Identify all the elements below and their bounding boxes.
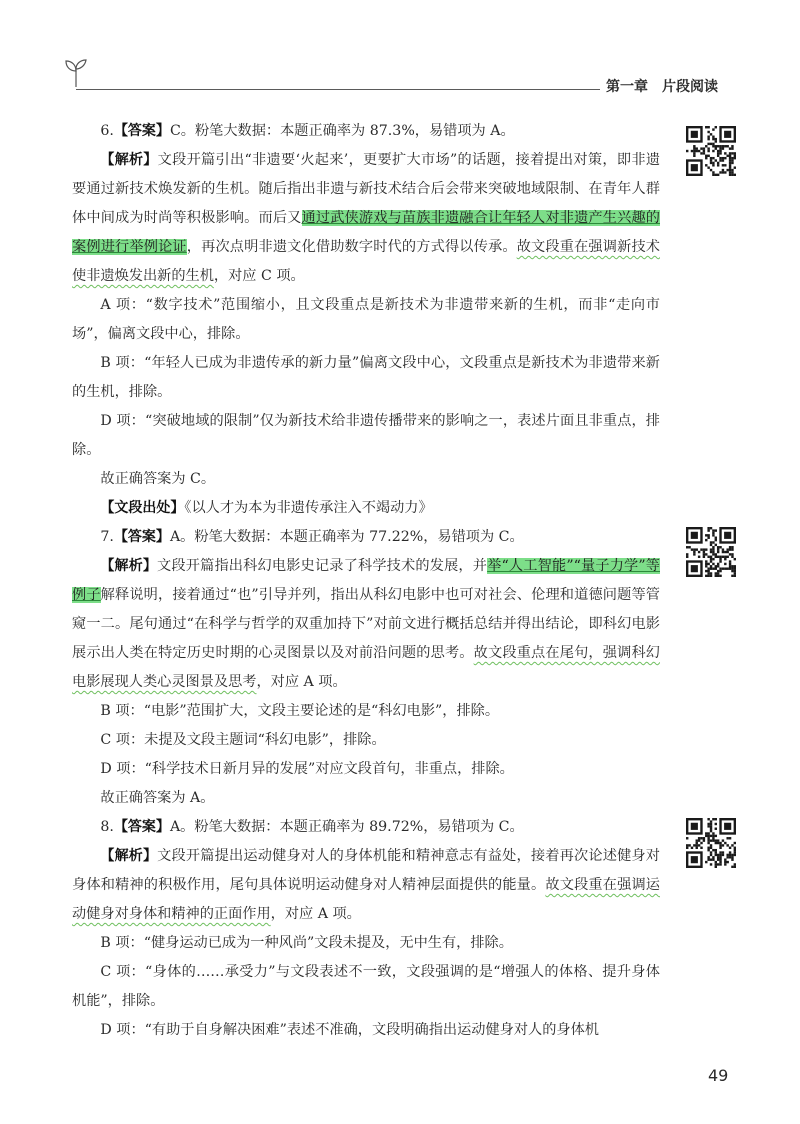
paragraph — [72, 697, 660, 726]
text-run: 故正确答案为 C。 — [100, 471, 216, 487]
section-tag: 【解析】 — [100, 558, 158, 574]
text-run: 文段开篇指出科幻电影史记录了科学技术的发展，并 — [157, 558, 488, 574]
section-title: 片段阅读 — [662, 79, 718, 95]
qr-code-icon[interactable] — [686, 126, 736, 176]
paragraph — [72, 465, 660, 494]
text-run: ，对应 A 项。 — [256, 674, 347, 690]
chapter-title — [606, 76, 732, 96]
paragraph — [72, 291, 660, 349]
text-run: D 项：“有助于自身解决困难”表述不准确，文段明确指出运动健身对人的身体机 — [100, 1022, 599, 1038]
text-run: 文段开篇引出“非遗要‘火起来’，更要扩大市场”的话题，接着提出对策，即非遗要通过新技术焕发新的生机。随后指出非遗与新技术结合后会带来突破地域限制、在青年人群体中间成为时尚等积极影响。而后又 — [72, 152, 661, 226]
text-run: C 项：未提及文段主题词“科幻电影”，排除。 — [100, 732, 386, 748]
paragraph — [72, 407, 660, 465]
paragraph — [72, 349, 660, 407]
text-run: B 项：“年轻人已成为非遗传承的新力量”偏离文段中心，文段重点是新技术为非遗带来新的生机，排除。 — [72, 355, 660, 400]
text-run: D 项：“突破地域的限制”仅为新技术给非遗传播带来的影响之一，表述片面且非重点，排除。 — [72, 413, 660, 458]
text-run: 7. — [100, 529, 114, 545]
text-run: ，对应 A 项。 — [270, 906, 361, 922]
paragraph — [72, 494, 660, 523]
key-sentence: 故文段重在强调新技术使非遗焕发出新的生机 — [72, 239, 660, 284]
text-run: A。粉笔大数据：本题正确率为 89.72%，易错项为 C。 — [169, 819, 524, 835]
page-header — [0, 0, 800, 100]
section-tag: 【答案】 — [113, 123, 170, 139]
text-run: B 项：“电影”范围扩大，文段主要论述的是“科幻电影”，排除。 — [100, 703, 500, 719]
leaf-icon — [64, 57, 88, 89]
qr-code-icon[interactable] — [686, 527, 736, 577]
chapter-number: 第一章 — [606, 79, 648, 95]
text-run: 《以人才为本为非遗传承注入不竭动力》 — [184, 500, 433, 516]
paragraph — [72, 929, 660, 958]
highlighted-text: 举“人工智能”“量子力学”等例子 — [72, 558, 660, 603]
section-tag: 【解析】 — [100, 848, 158, 864]
section-tag: 【文段出处】 — [100, 500, 185, 516]
paragraph — [72, 552, 660, 697]
key-sentence: 故文段重点在尾句，强调科幻电影展现人类心灵图景及思考 — [72, 645, 660, 690]
text-run: ，再次点明非遗文化借助数字时代的方式得以传承。 — [186, 239, 517, 255]
text-run: ，对应 C 项。 — [213, 268, 305, 284]
text-run: A 项：“数字技术”范围缩小，且文段重点是新技术为非遗带来新的生机，而非“走向市场”，偏离文段中心，排除。 — [72, 297, 660, 342]
page-number: 49 — [708, 1066, 729, 1085]
text-run: 故正确答案为 A。 — [100, 790, 215, 806]
highlighted-text: 通过武侠游戏与苗族非遗融合让年轻人对非遗产生兴趣的案例进行举例论证 — [72, 210, 660, 255]
paragraph — [72, 755, 660, 784]
section-tag: 【答案】 — [113, 529, 170, 545]
qr-code-icon[interactable] — [686, 818, 736, 868]
paragraph — [72, 958, 660, 1016]
paragraph — [72, 842, 660, 929]
text-run: B 项：“健身运动已成为一种风尚”文段未提及，无中生有，排除。 — [100, 935, 513, 951]
text-run: 8. — [100, 819, 114, 835]
paragraph — [72, 523, 660, 552]
text-run: D 项：“科学技术日新月异的发展”对应文段首句，非重点，排除。 — [100, 761, 514, 777]
paragraph — [72, 813, 660, 842]
text-run: A。粉笔大数据：本题正确率为 77.22%，易错项为 C。 — [169, 529, 524, 545]
header-rule — [76, 89, 600, 90]
text-run: 文段开篇提出运动健身对人的身体机能和精神意志有益处，接着再次论述健身对身体和精神的积极作用，尾句具体说明运动健身对人精神层面提供的能量。 — [72, 848, 660, 893]
paragraph — [72, 146, 660, 291]
text-run: C。粉笔大数据：本题正确率为 87.3%，易错项为 A。 — [169, 123, 515, 139]
section-tag: 【解析】 — [100, 152, 158, 168]
section-tag: 【答案】 — [113, 819, 170, 835]
key-sentence: 故文段重在强调运动健身对身体和精神的正面作用 — [72, 877, 660, 922]
text-run: 解释说明，接着通过“也”引导并列，指出从科幻电影中也可对社会、伦理和道德问题等管窥一二。尾句通过“在科学与哲学的双重加持下”对前文进行概括总结并得出结论，即科幻电影展示出人类在特定历史时期的心灵图景以及对前沿问题的思考。 — [72, 587, 660, 661]
text-run: 6. — [100, 123, 114, 139]
text-run: C 项：“身体的……承受力”与文段表述不一致，文段强调的是“增强人的体格、提升身体机能”，排除。 — [72, 964, 660, 1009]
paragraph — [72, 784, 660, 813]
paragraph — [72, 117, 660, 146]
answer-explanations — [72, 117, 660, 1045]
paragraph — [72, 1016, 660, 1045]
paragraph — [72, 726, 660, 755]
